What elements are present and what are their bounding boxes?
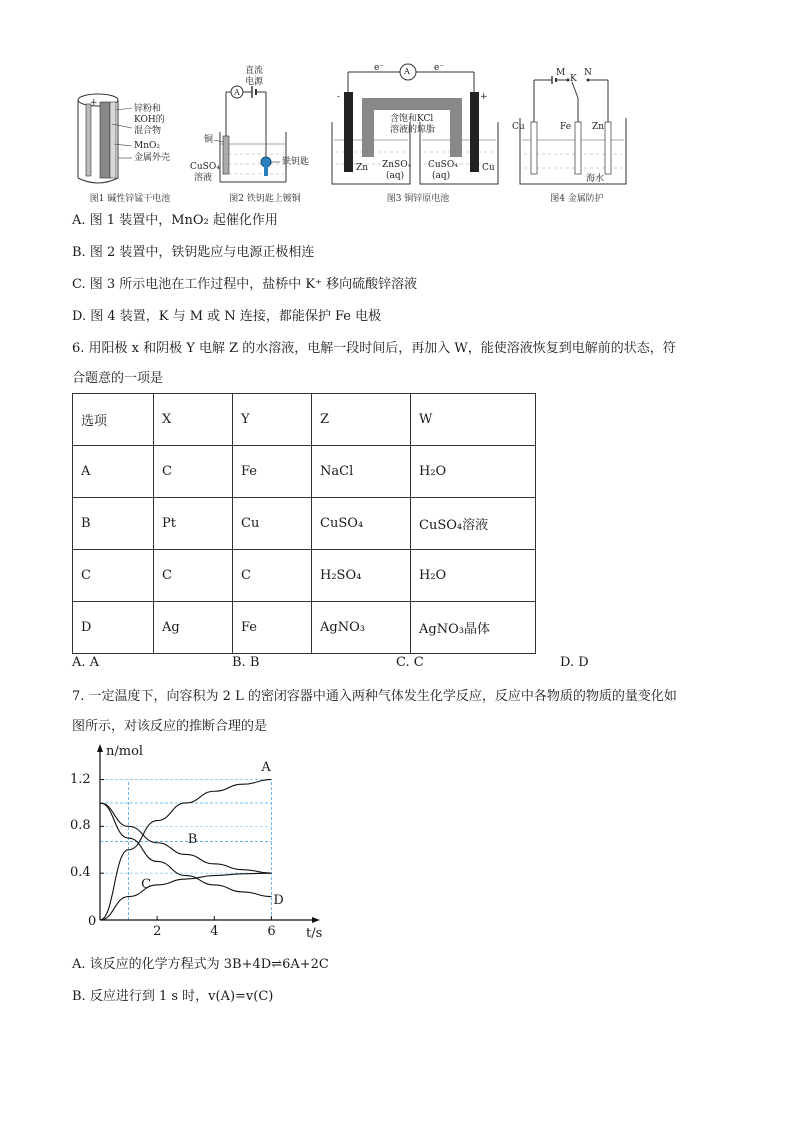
table-cell: C — [73, 550, 154, 602]
figure-1-caption: 图1 碱性锌锰干电池 — [89, 194, 171, 204]
series-label-d: D — [273, 892, 284, 908]
header-cell: X — [154, 394, 233, 446]
q7-graph — [66, 744, 326, 944]
label-cu: Cu — [482, 163, 495, 173]
label-iron-key: 铁钥匙 — [282, 157, 310, 167]
electroplating-diagram — [190, 62, 340, 204]
x-axis-label: t/s — [306, 926, 323, 941]
figure-2-caption: 图2 铁钥匙上镀铜 — [229, 194, 301, 204]
ammeter-symbol: A — [404, 67, 410, 76]
figure-1-dry-battery — [70, 62, 190, 204]
label-mno2: MnO₂ — [134, 141, 160, 151]
label-fe: Fe — [560, 122, 572, 132]
table-cell: CuSO₄ — [312, 498, 411, 550]
q7-option-b: B. 反应进行到 1 s 时，v(A)=v(C) — [72, 989, 274, 1004]
table-cell: NaCl — [312, 446, 411, 498]
x-tick-label: 6 — [267, 924, 276, 939]
q6-answer-d: D. D — [560, 655, 589, 670]
x-axis-arrow — [312, 917, 320, 923]
label-salt-bridge-2: 溶液的琼脂 — [390, 125, 436, 135]
table-row — [73, 498, 536, 550]
switch-label-k: K — [570, 74, 577, 84]
header-cell: W — [411, 394, 536, 446]
origin-tick-label: 0 — [88, 914, 97, 929]
table-cell: D — [73, 602, 154, 654]
q5-option-b: B. 图 2 装置中，铁钥匙应与电源正极相连 — [72, 245, 315, 260]
label-cuso4: CuSO₄ — [190, 162, 220, 172]
label-znso4: ZnSO₄ — [382, 160, 412, 170]
q6-stem-line-2: 合题意的一项是 — [72, 371, 164, 386]
label-cu: Cu — [512, 122, 525, 132]
header-cell: Y — [233, 394, 312, 446]
plus-sign: + — [90, 98, 98, 108]
table-cell: CuSO₄溶液 — [411, 498, 536, 550]
switch-label-n: N — [584, 68, 592, 78]
table-cell: Cu — [233, 498, 312, 550]
table-cell: C — [154, 446, 233, 498]
label-shell: 金属外壳 — [134, 153, 171, 163]
figure-4-metal-protection — [512, 62, 642, 204]
table-header-row — [73, 394, 536, 446]
q7-stem-line-2: 图所示，对该反应的推断合理的是 — [72, 719, 268, 734]
table-cell: A — [73, 446, 154, 498]
electron-label-2: e⁻ — [434, 63, 445, 73]
table-cell: Ag — [154, 602, 233, 654]
label-aq-2: (aq) — [432, 171, 451, 181]
label-koh: KOH的 — [134, 115, 165, 125]
table-cell: H₂O — [411, 446, 536, 498]
series-label-a: A — [261, 759, 271, 775]
header-cell: 选项 — [73, 394, 154, 446]
table-cell: AgNO₃晶体 — [411, 602, 536, 654]
label-mixture: 混合物 — [134, 126, 162, 136]
label-zinc: 锌粉和 — [134, 104, 162, 114]
q5-option-d: D. 图 4 装置，K 与 M 或 N 连接，都能保护 Fe 电极 — [72, 309, 382, 324]
q6-stem-line-1: 6. 用阳极 x 和阴极 Y 电解 Z 的水溶液，电解一段时间后，再加入 W，能使溶液恢复到电解前的状态，符 — [72, 341, 676, 356]
ammeter-symbol: A — [234, 88, 240, 97]
table-cell: H₂SO₄ — [312, 550, 411, 602]
label-zn: Zn — [592, 122, 605, 132]
table-cell: Pt — [154, 498, 233, 550]
label-solution: 溶液 — [194, 173, 213, 183]
series-line-c — [100, 873, 271, 920]
minus-sign: - — [337, 92, 341, 102]
table-cell: B — [73, 498, 154, 550]
label-aq-1: (aq) — [386, 171, 405, 181]
q6-answer-c: C. C — [396, 655, 424, 670]
q6-answer-b: B. B — [232, 655, 260, 670]
plus-sign: + — [480, 92, 488, 102]
x-tick-label: 4 — [210, 924, 219, 939]
series-label-c: C — [141, 876, 152, 892]
label-salt-bridge-1: 含饱和KCl — [390, 114, 434, 124]
y-tick-label: 0.4 — [70, 865, 91, 881]
q7-option-a: A. 该反应的化学方程式为 3B+4D⇌6A+2C — [72, 957, 329, 972]
switch-label-m: M — [556, 68, 566, 78]
metal-protection-diagram — [512, 62, 642, 204]
q6-options-table — [72, 393, 536, 654]
header-cell: Z — [312, 394, 411, 446]
dry-battery-diagram — [70, 62, 190, 204]
label-seawater: 海水 — [586, 174, 605, 184]
y-axis-label: n/mol — [106, 744, 144, 759]
q7-stem-line-1: 7. 一定温度下，向容积为 2 L 的密闭容器中通入两种气体发生化学反应，反应中各物质的物质的量变化如 — [72, 689, 677, 704]
label-cuso4: CuSO₄ — [428, 160, 458, 170]
series-label-b: B — [187, 832, 198, 848]
table-row — [73, 602, 536, 654]
label-copper: 铜 — [204, 135, 214, 145]
x-tick-label: 2 — [153, 924, 162, 939]
y-tick-label: 0.8 — [70, 818, 91, 834]
q5-option-a: A. 图 1 装置中，MnO₂ 起催化作用 — [72, 213, 278, 228]
table-cell: C — [233, 550, 312, 602]
figure-3-galvanic-cell — [328, 62, 508, 204]
table-cell: C — [154, 550, 233, 602]
series-line-d — [100, 803, 271, 897]
q5-option-c: C. 图 3 所示电池在工作过程中，盐桥中 K⁺ 移向硫酸锌溶液 — [72, 277, 418, 292]
label-power-1: 直流 — [245, 66, 264, 76]
y-tick-label: 1.2 — [70, 771, 91, 787]
table-cell: Fe — [233, 602, 312, 654]
electron-label-1: e⁻ — [374, 63, 385, 73]
series-line-a — [100, 780, 271, 920]
figure-2-electroplating — [190, 62, 340, 204]
figure-4-caption: 图4 金属防护 — [550, 194, 604, 204]
label-zn: Zn — [356, 163, 369, 173]
figures-row — [70, 62, 730, 204]
y-axis-arrow — [97, 744, 103, 752]
table-cell: H₂O — [411, 550, 536, 602]
table-cell: Fe — [233, 446, 312, 498]
label-power-2: 电源 — [245, 77, 264, 87]
q6-answer-a: A. A — [72, 655, 100, 670]
table-row — [73, 446, 536, 498]
table-cell: AgNO₃ — [312, 602, 411, 654]
figure-3-caption: 图3 铜锌原电池 — [386, 194, 450, 204]
table-row — [73, 550, 536, 602]
